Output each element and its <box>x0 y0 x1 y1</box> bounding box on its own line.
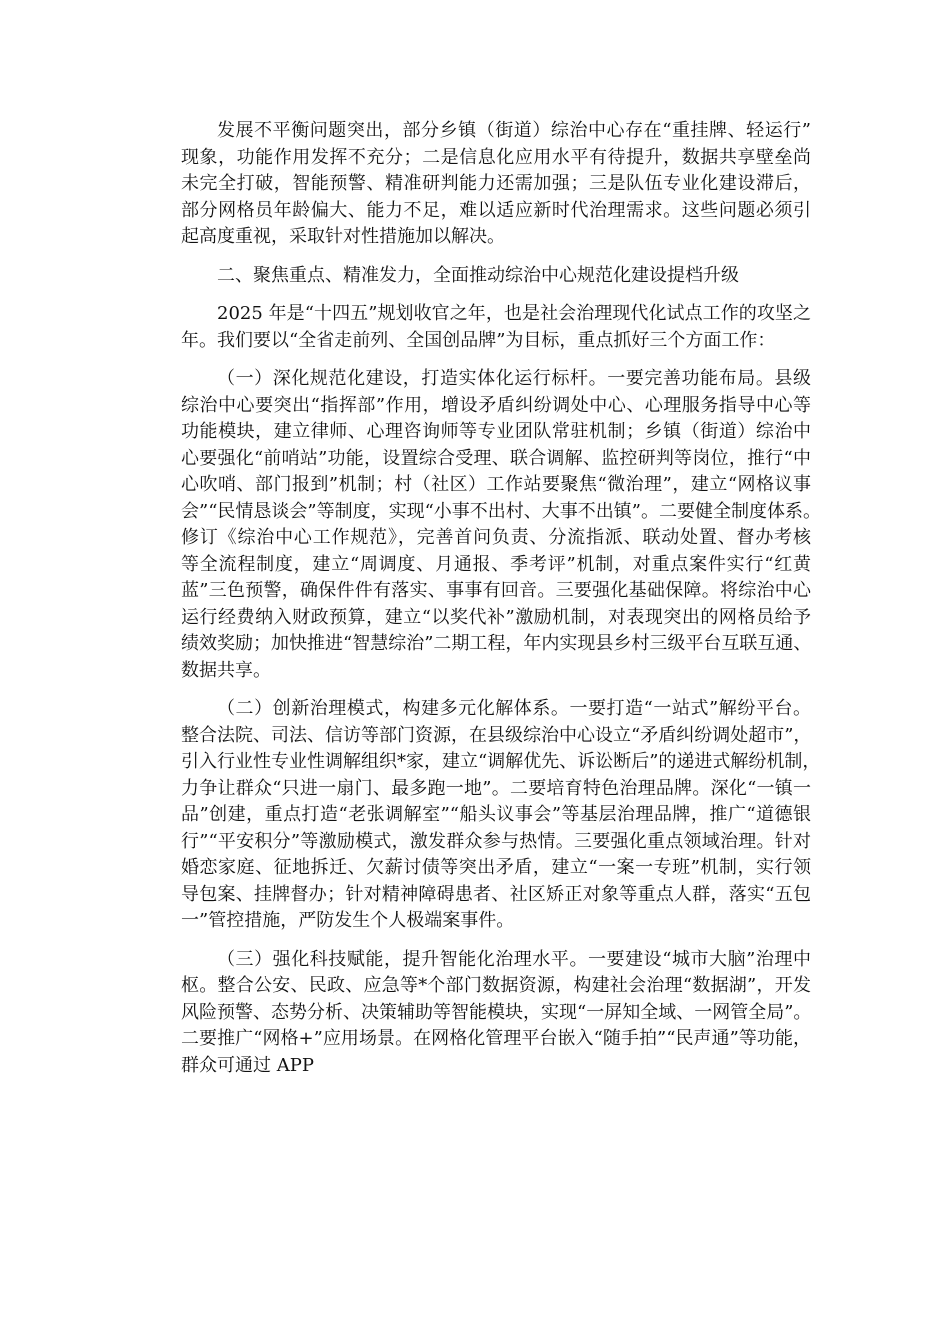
text-line: 一”管控措施，严防发生个人极端案事件。 <box>181 910 515 931</box>
text-line: 行”“平安积分”等激励模式，激发群众参与热情。三要强化重点领域治理。针对 <box>181 830 811 852</box>
text-line: 心要强化“前哨站”功能，设置综合受理、联合调解、监控研判等岗位，推行“中 <box>181 447 811 469</box>
text-line: 整合法院、司法、信访等部门资源，在县级综治中心设立“矛盾纠纷调处超市”， <box>181 724 812 746</box>
text-line: 蓝”三色预警，确保件件有落实、事事有回音。三要强化基础保障。将综治中心 <box>181 580 811 601</box>
text-line: 部分网格员年龄偏大、能力不足，难以适应新时代治理需求。这些问题必须引 <box>181 199 811 221</box>
text-line: 现象，功能作用发挥不充分；二是信息化应用水平有待提升，数据共享壁垒尚 <box>181 146 811 168</box>
text-line: 功能模块，建立律师、心理咨询师等专业团队常驻机制；乡镇（街道）综治中 <box>181 421 811 442</box>
paragraph-subsection-one <box>145 366 822 684</box>
text-line: 导包案、挂牌督办；针对精神障碍患者、社区矫正对象等重点人群，落实“五包 <box>181 883 811 905</box>
text-line: 力争让群众“只进一扇门、最多跑一地”。二要培育特色治理品牌。深化“一镇一 <box>181 777 811 799</box>
text-line: 二要推广“网格+”应用场景。在网格化管理平台嵌入“随手拍”“民声通”等功能， <box>181 1028 811 1049</box>
text-line: 发展不平衡问题突出，部分乡镇（街道）综治中心存在“重挂牌、轻运行” <box>217 120 811 141</box>
text-line: 绩效奖励；加快推进“智慧综治”二期工程，年内实现县乡村三级平台互联互通、 <box>181 633 812 654</box>
section-heading-two <box>145 263 811 290</box>
text-line: 引入行业性专业性调解组织*家，建立“调解优先、诉讼断后”的递进式解纷机制， <box>181 751 821 772</box>
text-line: 枢。整合公安、民政、应急等*个部门数据资源，构建社会治理“数据湖”，开发 <box>181 975 811 996</box>
text-line: 数据共享。 <box>181 659 271 681</box>
text-line: 运行经费纳入财政预算，建立“以奖代补”激励机制，对表现突出的网格员给予 <box>181 606 811 628</box>
paragraph-intro-2025 <box>145 301 811 354</box>
paragraph-subsection-three <box>145 947 811 1080</box>
text-line: 未完全打破，智能预警、精准研判能力还需加强；三是队伍专业化建设滞后， <box>181 173 811 194</box>
text-line: 心吹哨、部门报到”机制；村（社区）工作站要聚焦“微治理”，建立“网格议事 <box>181 474 811 495</box>
text-line: 2025 年是“十四五”规划收官之年，也是社会治理现代化试点工作的攻坚之 <box>217 303 811 324</box>
text-line: （三）强化科技赋能，提升智能化治理水平。一要建设“城市大脑”治理中 <box>217 948 811 970</box>
text-line: 群众可通过 APP <box>181 1054 314 1076</box>
text-line: 婚恋家庭、征地拆迁、欠薪讨债等突出矛盾，建立“一案一专班”机制，实行领 <box>181 857 811 878</box>
paragraph-subsection-two <box>145 696 821 935</box>
text-line: 综治中心要突出“指挥部”作用，增设矛盾纠纷调处中心、心理服务指导中心等 <box>181 394 811 416</box>
text-line: （一）深化规范化建设，打造实体化运行标杆。一要完善功能布局。县级 <box>217 368 811 389</box>
text-line: 年。我们要以“全省走前列、全国创品牌”为目标，重点抓好三个方面工作： <box>181 329 776 351</box>
text-line: 会”“民情恳谈会”等制度，实现“小事不出村、大事不出镇”。二要健全制度体系。 <box>181 500 822 522</box>
text-line: 等全流程制度，建立“周调度、月通报、季考评”机制，对重点案件实行“红黄 <box>181 553 811 575</box>
document-page <box>145 118 822 1091</box>
text-line: 品”创建，重点打造“老张调解室”“船头议事会”等基层治理品牌，推广“道德银 <box>181 804 811 825</box>
text-line: （二）创新治理模式，构建多元化解体系。一要打造“一站式”解纷平台。 <box>217 698 811 719</box>
text-line: 修订《综治中心工作规范》，完善首问负责、分流指派、联动处置、督办考核 <box>181 527 811 548</box>
text-line: 风险预警、态势分析、决策辅助等智能模块，实现“一屏知全域、一网管全局”。 <box>181 1001 812 1023</box>
section-heading-text: 二、聚焦重点、精准发力，全面推动综治中心规范化建设提档升级 <box>217 264 739 286</box>
paragraph-problems <box>145 118 811 251</box>
text-line: 起高度重视，采取针对性措施加以解决。 <box>181 226 505 247</box>
